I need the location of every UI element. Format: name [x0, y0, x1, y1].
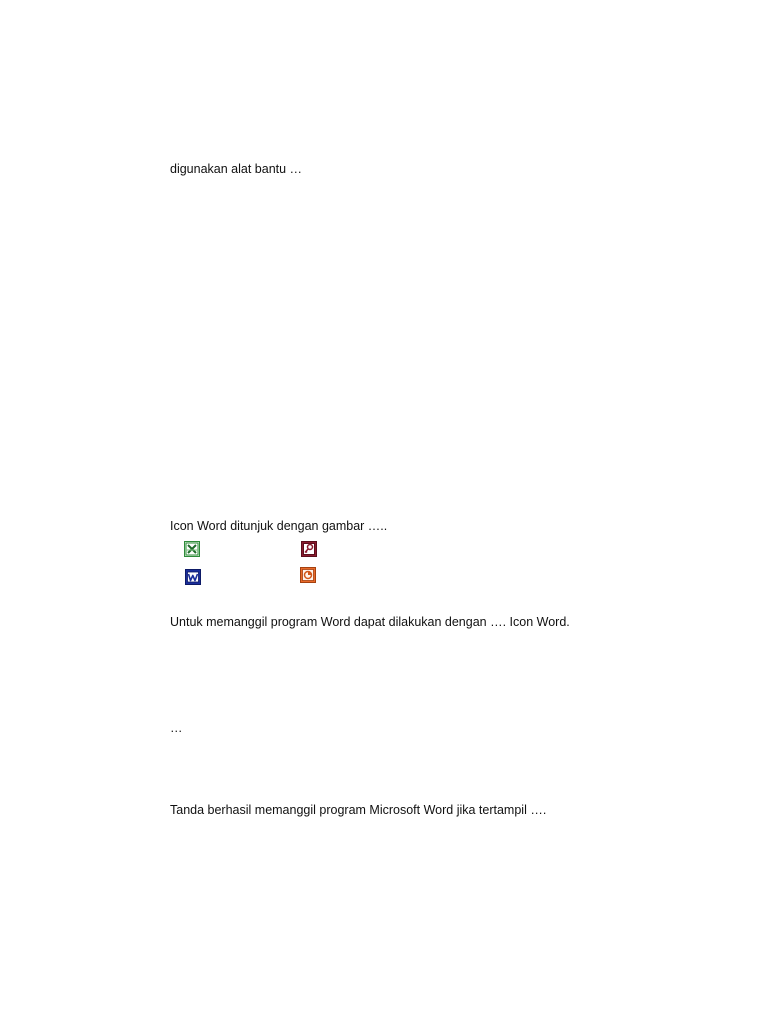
powerpoint-icon [300, 567, 316, 583]
question-text-tools: digunakan alat bantu … [170, 162, 303, 176]
question-text-open-word: Untuk memanggil program Word dapat dilakukan dengan …. Icon Word. [170, 615, 570, 629]
word-icon [185, 569, 201, 585]
question-text-success: Tanda berhasil memanggil program Microsoft Word jika tertampil …. [170, 803, 547, 817]
ellipsis-text: … [170, 721, 183, 735]
access-icon [301, 541, 317, 557]
excel-icon [184, 541, 200, 557]
question-text-word-icon: Icon Word ditunjuk dengan gambar ….. [170, 519, 388, 533]
